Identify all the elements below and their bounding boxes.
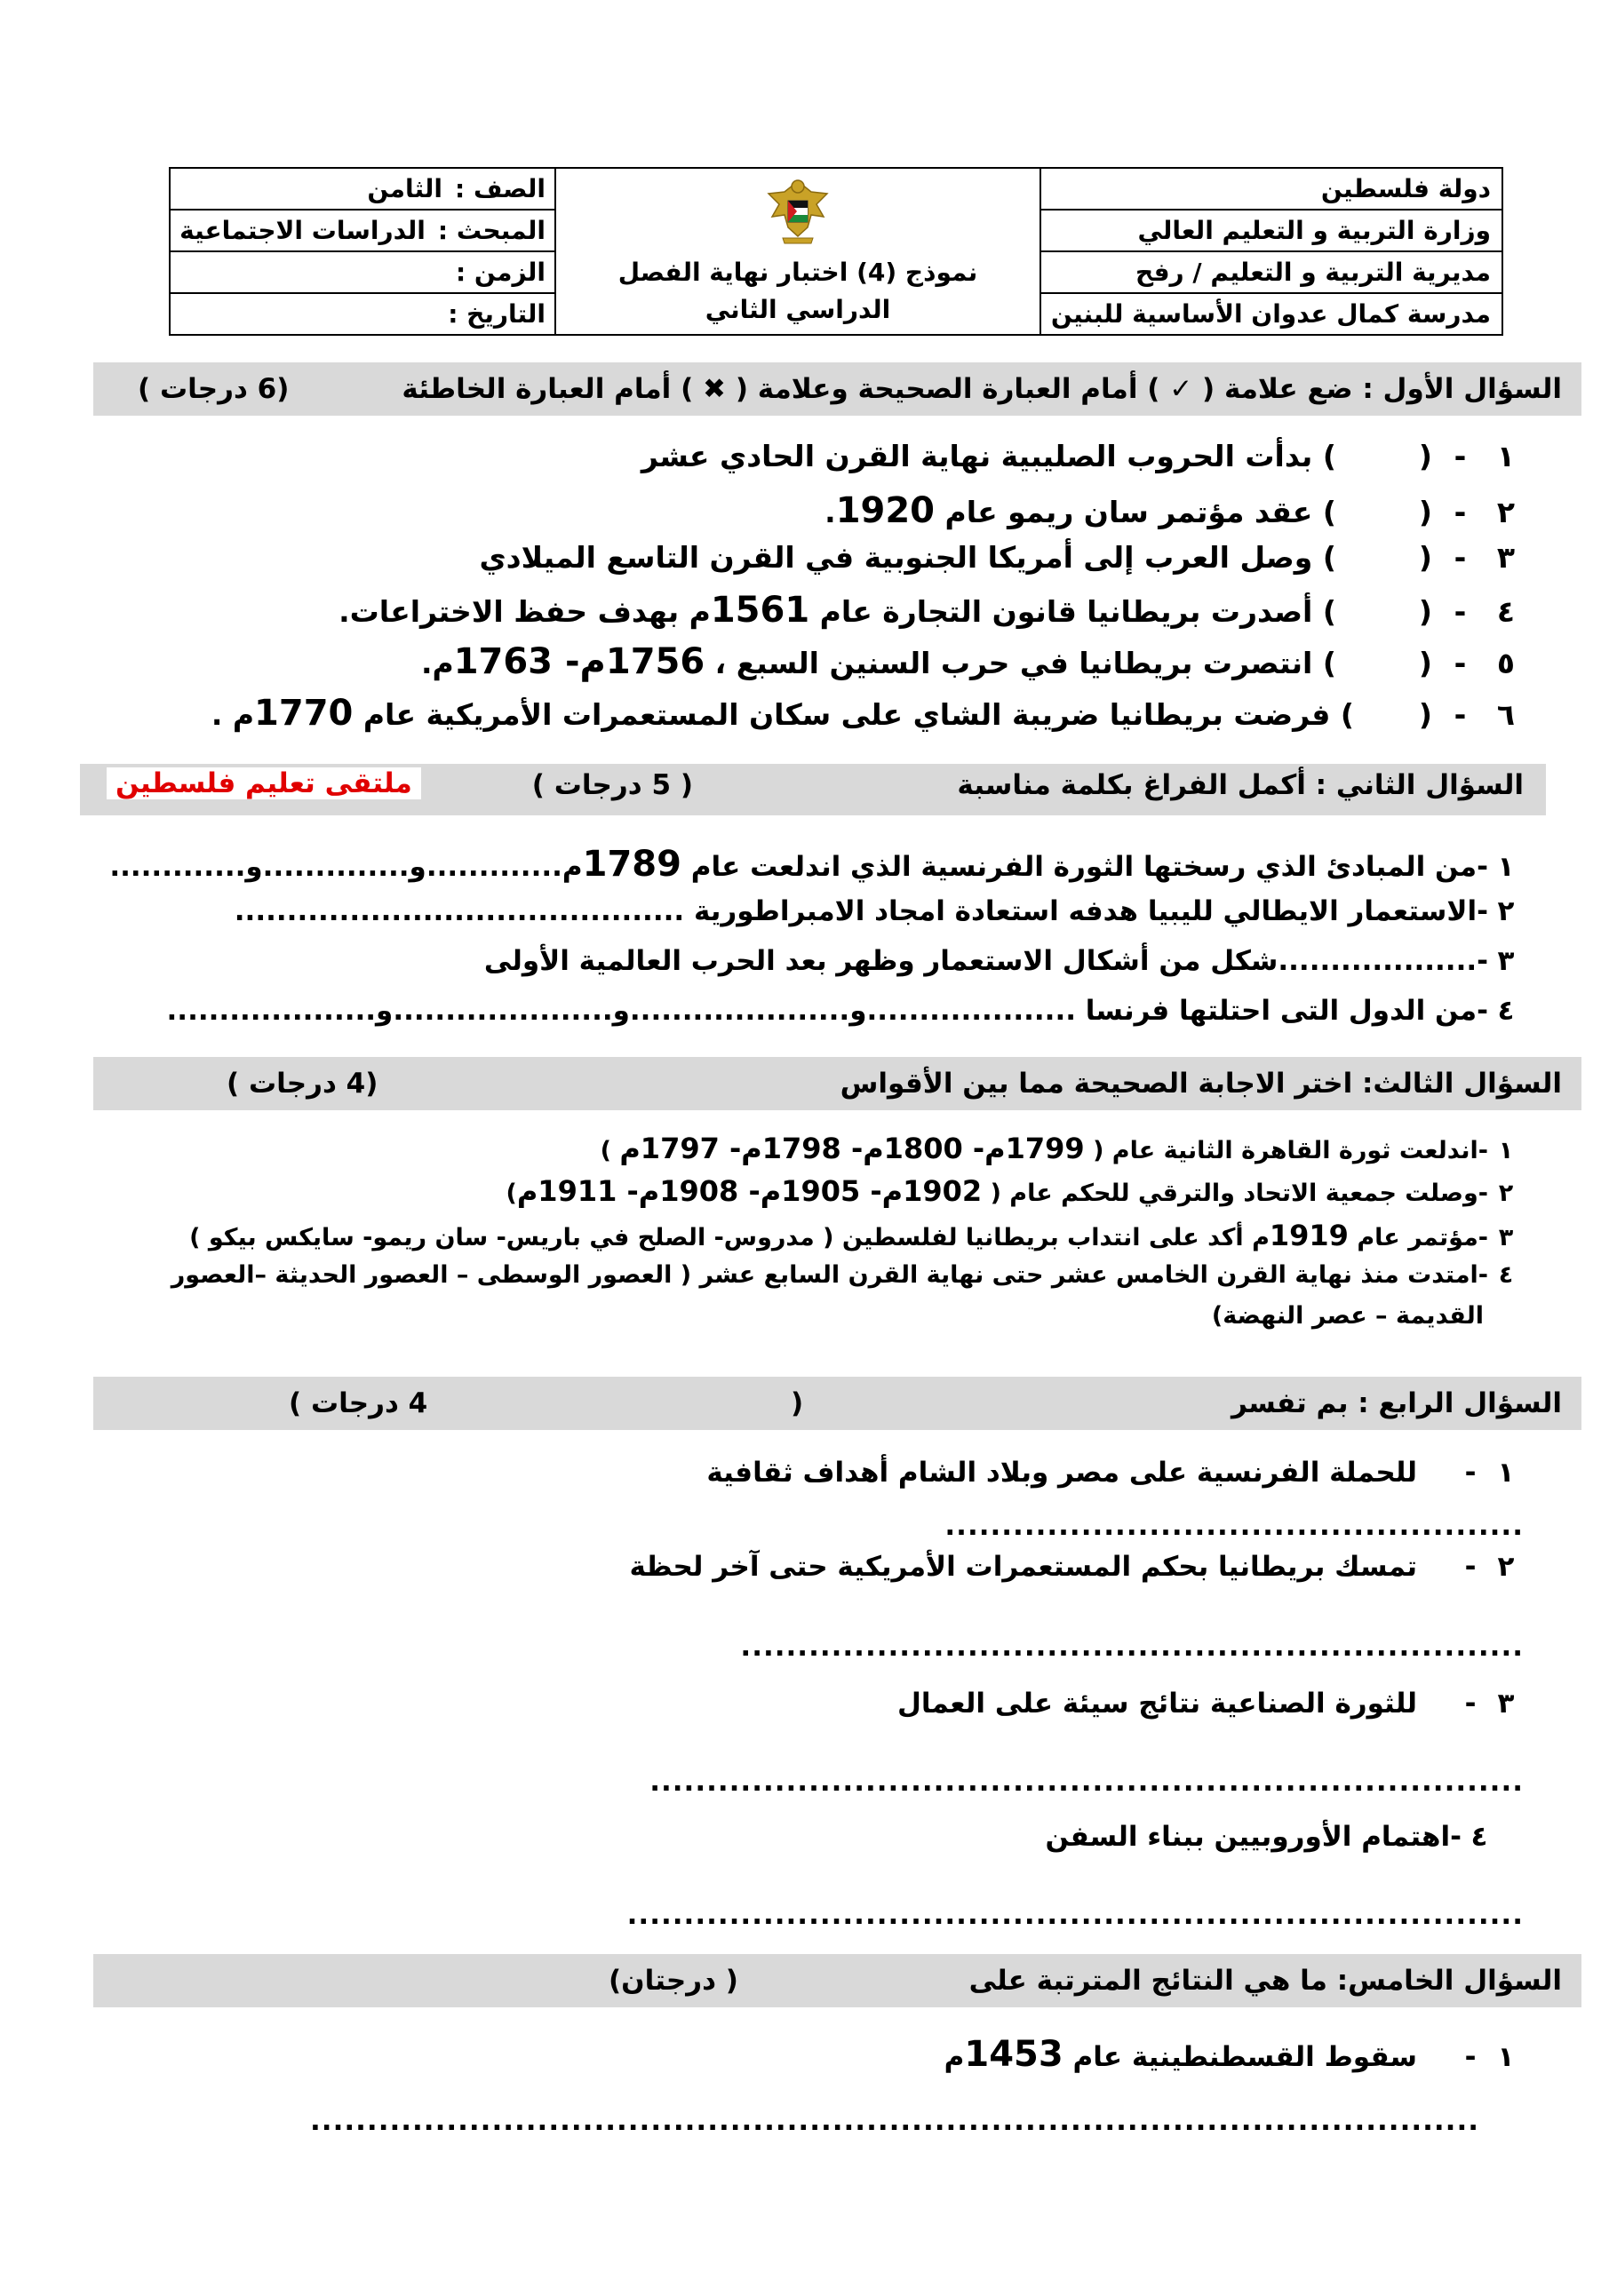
answer-paren-close: ) [1340, 697, 1354, 732]
item-number: ٣ [1498, 1224, 1514, 1251]
statement-text: -الاستعمار الايطالي لليبيا هدفه استعادة امجاد الامبراطورية ........................................... [234, 895, 1488, 927]
statement-text: للحملة الفرنسية على مصر وبلاد الشام أهداف ثقافية [706, 1457, 1417, 1489]
statement-text: فرضت بريطانيا ضريبة الشاي على سكان المستعمرات الأمريكية عام [353, 697, 1331, 732]
q2-marks: ( 5 درجات ) [531, 769, 693, 801]
statement-suffix: م . [211, 697, 255, 732]
statement-text: بدأت الحروب الصليبية نهاية القرن الحادي عشر [641, 439, 1313, 473]
item-number: ١ [1497, 2041, 1515, 2073]
header-school: مدرسة كمال عدوان الأساسية للبنين [1050, 299, 1491, 329]
answer-paren-open: ( [1418, 594, 1432, 629]
item-number: ١ [1497, 1457, 1515, 1489]
q3-item-2 [506, 1174, 1525, 1208]
statement-text: تمسك بريطانيا بحكم المستعمرات الأمريكية حتى آخر لحظة [629, 1551, 1417, 1583]
q5-marks: ( درجتان) [609, 1965, 738, 1997]
statement-text: -من المبادئ الذي رسختها الثورة الفرنسية الذي اندلعت عام [681, 851, 1488, 883]
q4-item-1: ١-للحملة الفرنسية على مصر وبلاد الشام أهداف ثقافية [706, 1457, 1524, 1489]
header-institution [1040, 169, 1502, 334]
q2-item-4 [167, 995, 1524, 1027]
answer-paren-open: ( [1418, 540, 1432, 575]
q1-item-6: ٦ - ( ) فرضت بريطانيا ضريبة الشاي على سكان المستعمرات الأمريكية عام 1770م . [211, 693, 1524, 734]
q4-title: السؤال الرابع : بم تفسر [1231, 1387, 1562, 1419]
answer-paren-close: ) [1322, 540, 1336, 575]
statement-year: 1789 [582, 844, 681, 885]
q1-item-3: ٣ - ( ) وصل العرب إلى أمريكا الجنوبية في القرن التاسع الميلادي [479, 540, 1524, 575]
choice-options[interactable]: 1799م- 1800م- 1798م- 1797م [619, 1132, 1085, 1165]
answer-paren-close: ) [1322, 646, 1336, 680]
answer-paren-close: ) [1322, 439, 1336, 473]
item-number: ٥ [1496, 646, 1516, 680]
item-number: ٤ [1496, 594, 1516, 629]
answer-paren-close: ) [1322, 594, 1336, 629]
q2-item-3 [484, 945, 1524, 977]
q1-item-1: ١ - ( ) بدأت الحروب الصليبية نهاية القرن الحادي عشر [641, 439, 1524, 473]
grade-field [171, 169, 554, 211]
q4-answer-4[interactable]: ............................................................................... [626, 1899, 1524, 1931]
statement-text: سقوط القسطنطينية عام [1063, 2041, 1417, 2073]
subject-label: المبحث : [437, 216, 546, 245]
statement-suffix: م. [420, 646, 454, 680]
statement-year: 1561 [710, 590, 810, 631]
header-directorate: مديرية التربية و التعليم / رفح [1041, 252, 1502, 294]
grade-label: الصف : [455, 174, 546, 203]
q4-title-bar [93, 1377, 1581, 1430]
answer-paren-open: ( [1418, 646, 1432, 680]
time-label: الزمن : [455, 258, 546, 287]
q3-item-1 [601, 1132, 1524, 1165]
statement-year: 1919 [1269, 1219, 1349, 1252]
item-number: ١ [1497, 851, 1515, 883]
q3-item-3 [189, 1219, 1524, 1252]
q1-title-bar [93, 362, 1581, 416]
statement-text: أصدرت بريطانيا قانون التجارة عام [809, 594, 1313, 629]
date-label: التاريخ : [448, 299, 546, 329]
header-middle [554, 169, 1040, 334]
date-field [171, 294, 554, 334]
header-country: دولة فلسطين [1041, 169, 1502, 211]
q3-title: السؤال الثالث: اختر الاجابة الصحيحة مما بين الأقواس [840, 1068, 1562, 1100]
item-number: ١ [1496, 439, 1516, 473]
subject-value: الدراسات الاجتماعية [179, 216, 426, 245]
header-table [169, 167, 1503, 336]
q2-title: السؤال الثاني : أكمل الفراغ بكلمة مناسبة [957, 769, 1524, 801]
answer-paren-open: ( [1418, 697, 1432, 732]
statement-text: وصل العرب إلى أمريكا الجنوبية في القرن التاسع الميلادي [479, 540, 1313, 575]
statement-text: للثورة الصناعية نتائج سيئة على العمال [896, 1688, 1417, 1720]
q4-answer-2[interactable]: ..................................................................... [740, 1631, 1524, 1663]
item-number: ٢ [1497, 1551, 1515, 1583]
answer-paren-open: ( [1418, 495, 1432, 529]
statement-text: -وصلت جمعية الاتحاد والترقي للحكم عام ( [982, 1180, 1488, 1207]
answer-paren-open: ( [1418, 439, 1432, 473]
q5-answer-1[interactable]: ....................................................................................................... [310, 2105, 1479, 2137]
choice-options[interactable]: 1902م- 1905م- 1908م- 1911م [516, 1174, 983, 1208]
eagle-emblem-icon [758, 174, 838, 252]
brand-watermark: ملتقى تعليم فلسطين [107, 767, 421, 799]
statement-year: 1920 [835, 490, 936, 531]
q4-marks: 4 درجات ) [289, 1387, 428, 1419]
item-number: ٢ [1497, 895, 1515, 927]
q2-item-2 [235, 895, 1524, 927]
statement-text: انتصرت بريطانيا في حرب السنين السبع ، [705, 646, 1313, 680]
q3-item-4 [171, 1261, 1524, 1289]
q2-item-1 [109, 844, 1524, 885]
statement-text: عقد مؤتمر سان ريمو عام [935, 495, 1313, 529]
exam-model-title: نموذج (4) اختبار نهاية الفصل الدراسي الثاني [617, 258, 978, 324]
statement-text: -اندلعت ثورة القاهرة الثانية عام ( [1084, 1137, 1488, 1164]
q1-item-2: ٢ - ( ) عقد مؤتمر سان ريمو عام 1920. [824, 490, 1524, 531]
q5-title-bar [93, 1954, 1581, 2007]
item-number: ٤ [1498, 1261, 1514, 1289]
header-ministry: وزارة التربية و التعليم العالي [1041, 211, 1502, 252]
answer-paren-close: ) [1322, 495, 1336, 529]
q1-title: السؤال الأول : ضع علامة ( ✓ ) أمام العبارة الصحيحة وعلامة ( ✖ ) أمام العبارة الخاطئة [402, 373, 1562, 405]
statement-year: 1453 [964, 2034, 1063, 2075]
subject-field [171, 211, 554, 252]
q4-item-2: ٢-تمسك بريطانيا بحكم المستعمرات الأمريكية حتى آخر لحظة [629, 1551, 1524, 1583]
q4-answer-3[interactable]: ............................................................................. [649, 1766, 1524, 1798]
fill-blank[interactable]: م.............و..............و............. [109, 851, 583, 883]
item-number: ٢ [1498, 1180, 1514, 1207]
statement-suffix: م [944, 2041, 965, 2073]
q1-marks: (6 درجات ) [138, 373, 290, 405]
time-field [171, 252, 554, 294]
item-number: ٣ [1497, 945, 1515, 977]
statement-text: -...................شكل من أشكال الاستعمار وظهر بعد الحرب العالمية الأولى [483, 945, 1488, 977]
q5-title: السؤال الخامس: ما هي النتائج المترتبة على [968, 1965, 1562, 1997]
statement-text: -اهتمام الأوروبيين ببناء السفن [1045, 1821, 1462, 1853]
item-number: ٢ [1496, 495, 1516, 529]
statement-tail: ) [506, 1180, 517, 1207]
q4-marks-open: ( [791, 1387, 804, 1419]
item-number: ٤ [1470, 1821, 1488, 1853]
choice-options[interactable]: -امتدت منذ نهاية القرن الخامس عشر حتى نهاية القرن السابع عشر ( العصور الوسطى – العصور الحديثة –العصور [171, 1261, 1488, 1289]
statement-tail: ) [600, 1137, 620, 1164]
statement-year: 1770 [254, 693, 354, 734]
statement-suffix: . [824, 495, 836, 529]
q3-marks: (4 درجات ) [227, 1068, 378, 1100]
q3-title-bar [93, 1057, 1581, 1110]
header-exam-info [171, 169, 554, 334]
q1-item-5: ٥ - ( ) انتصرت بريطانيا في حرب السنين السبع ، 1756م- 1763م. [421, 641, 1524, 682]
grade-value: الثامن [367, 174, 442, 203]
q4-item-3: ٣-للثورة الصناعية نتائج سيئة على العمال [897, 1688, 1524, 1720]
item-number: ٦ [1496, 697, 1516, 732]
choice-options[interactable]: م أكد على انتداب بريطانيا لفلسطين ( مدروس- الصلح في باريس- سان ريمو- سايكس بيكو ) [189, 1224, 1270, 1251]
q5-item-1: ١-سقوط القسطنطينية عام 1453م [944, 2034, 1524, 2075]
statement-suffix: م بهدف حفظ الاختراعات. [339, 594, 711, 629]
item-number: ١ [1498, 1137, 1514, 1164]
item-number: ٤ [1497, 995, 1515, 1027]
item-number: ٣ [1496, 540, 1516, 575]
q3-item-4-continuation[interactable]: القديمة – عصر النهضة) [1211, 1302, 1484, 1330]
q4-item-4 [1045, 1821, 1497, 1853]
q4-answer-1[interactable]: ................................................... [944, 1510, 1524, 1542]
q1-item-4: ٤ - ( ) أصدرت بريطانيا قانون التجارة عام 1561م بهدف حفظ الاختراعات. [339, 590, 1524, 631]
statement-text: -من الدول التى احتلتها فرنسا ....................و.....................و.....................و.................... [166, 995, 1488, 1027]
statement-year: 1756م- 1763 [453, 641, 705, 682]
statement-text: -مؤتمر عام [1348, 1224, 1488, 1251]
item-number: ٣ [1497, 1688, 1515, 1720]
